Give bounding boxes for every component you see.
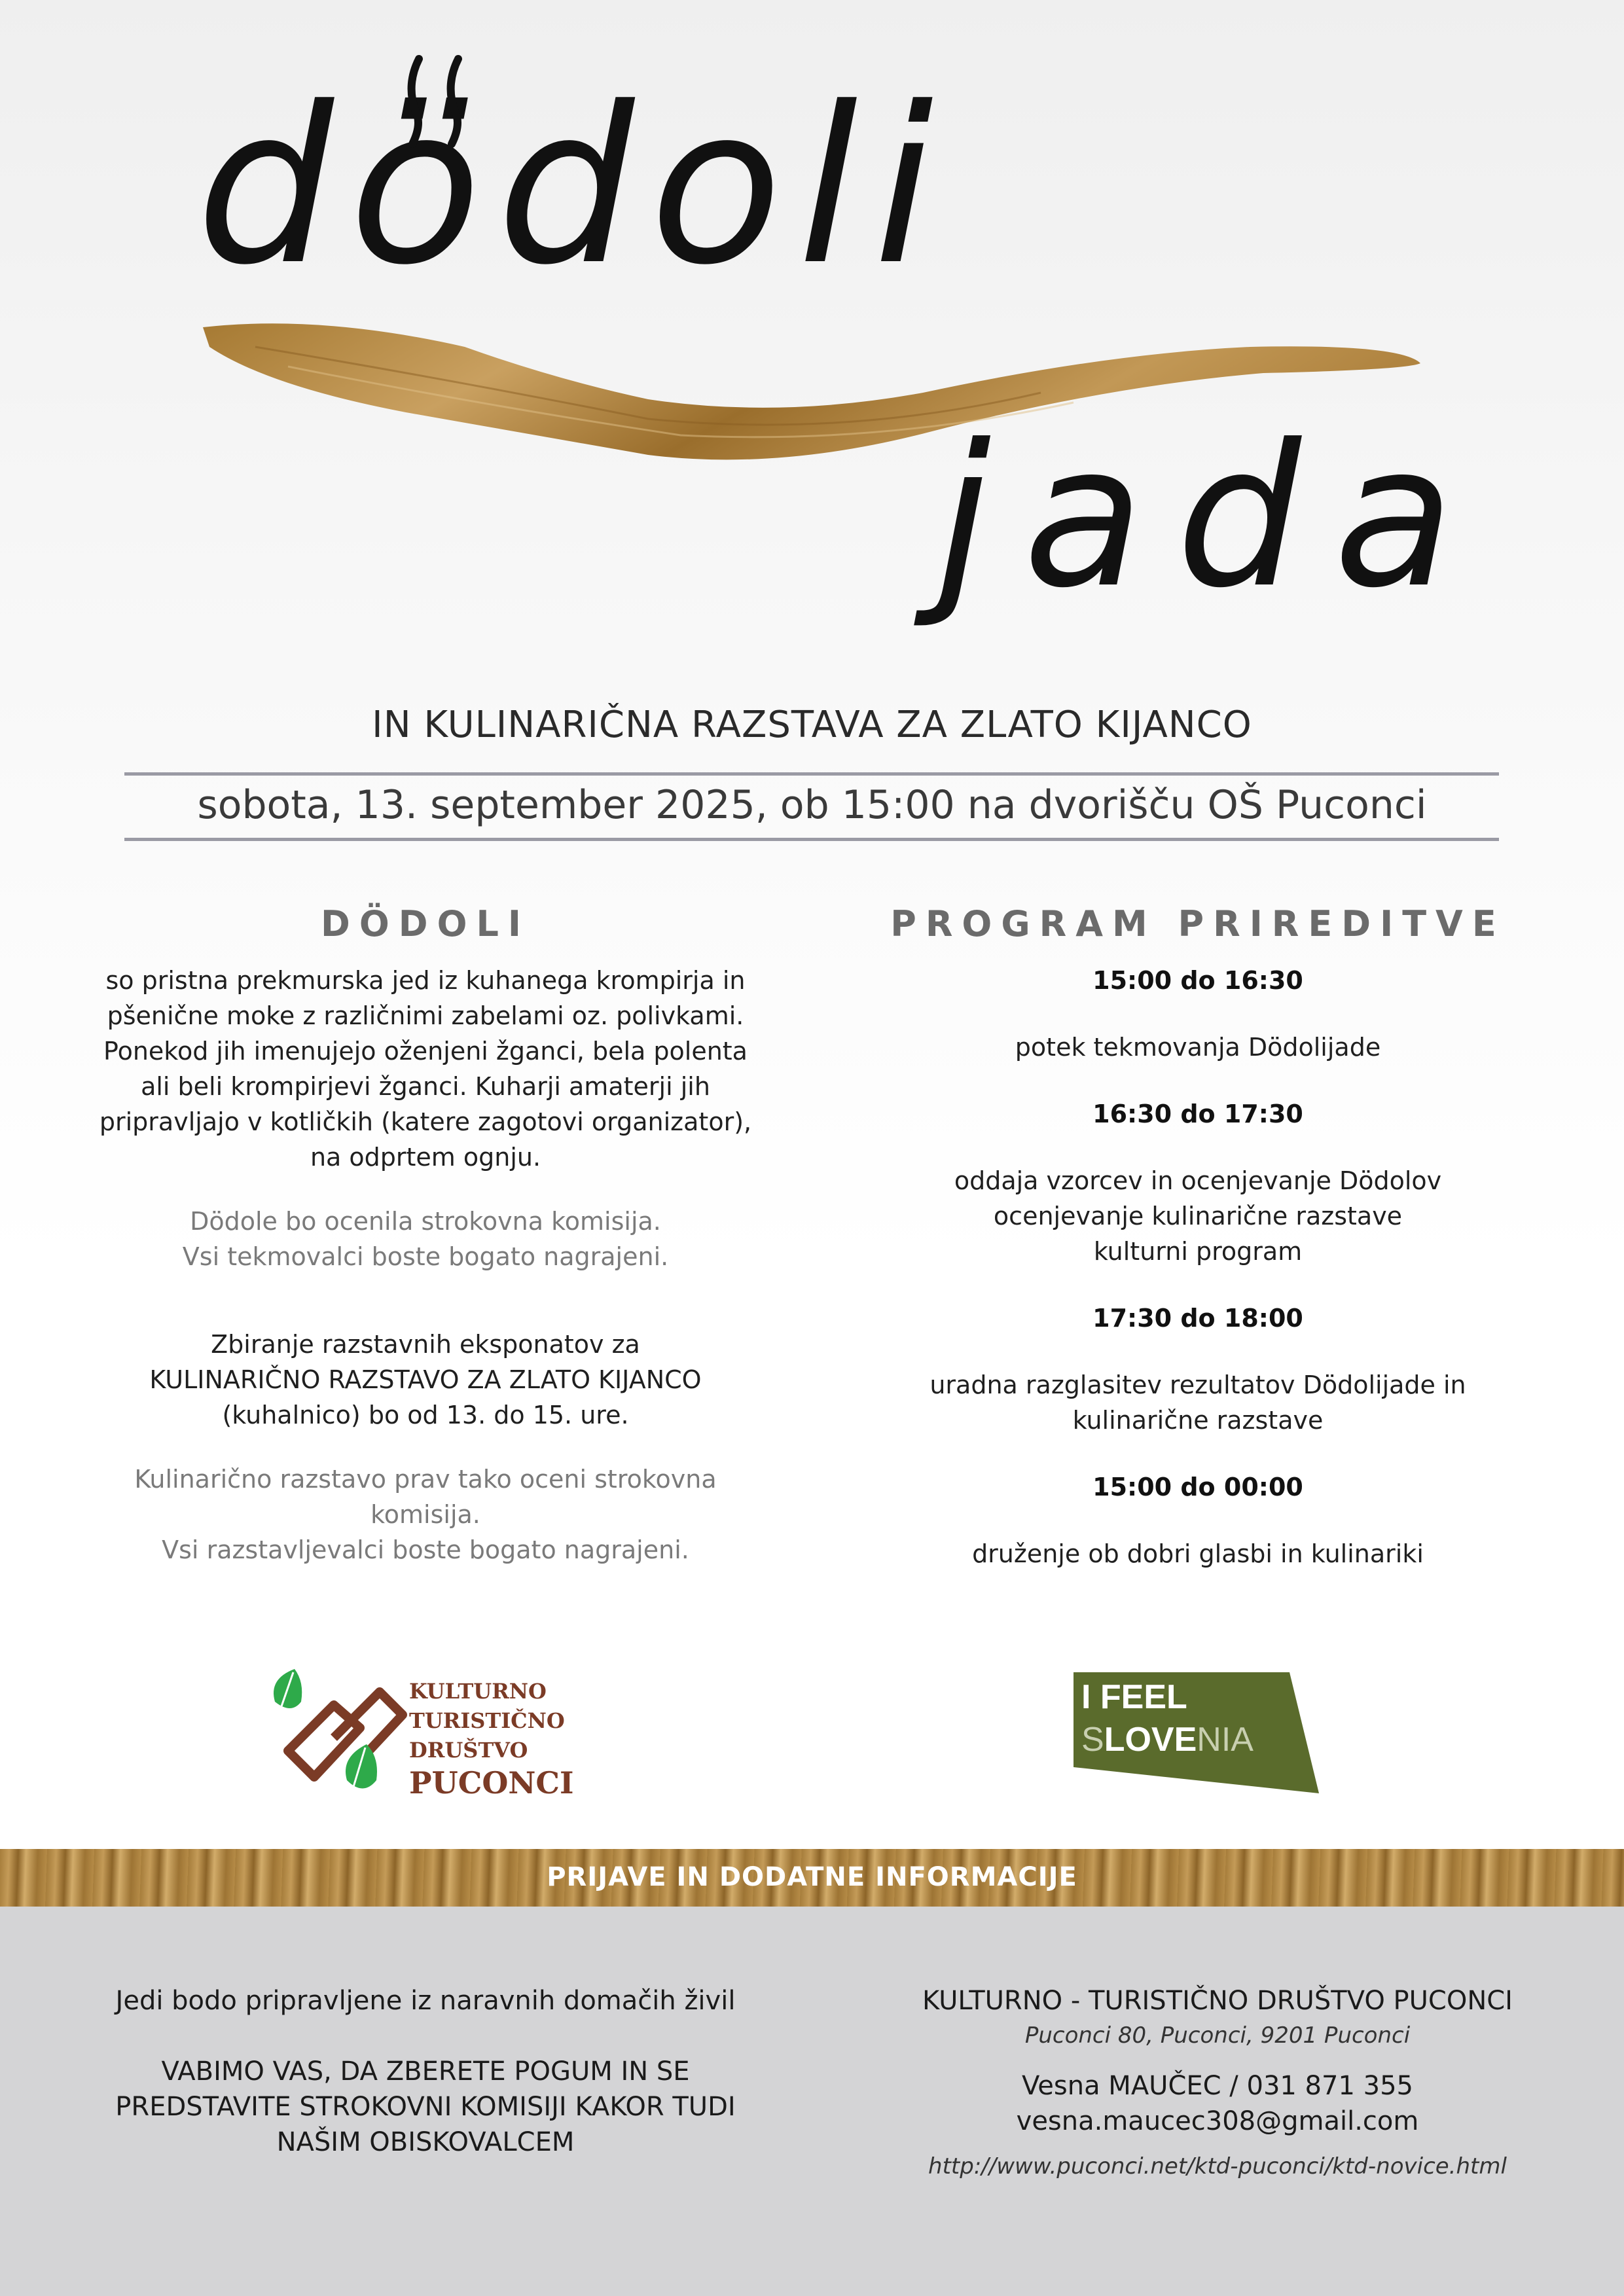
- program-heading: PROGRAM PRIREDITVE: [890, 903, 1506, 944]
- i-feel-slovenia-logo: [1074, 1672, 1322, 1797]
- invitation-line: VABIMO VAS, DA ZBERETE POGUM IN SE: [161, 2056, 690, 2087]
- program-time: 17:30 do 18:00: [1092, 1304, 1303, 1333]
- left-column: [92, 903, 759, 1568]
- program-activity: uradna razglasitev rezultatov Dödolijade in: [929, 1371, 1466, 1399]
- collection-line: (kuhalnico) bo od 13. do 15. ure.: [222, 1401, 629, 1429]
- title-accent-marks: [393, 52, 484, 151]
- website-link[interactable]: http://www.puconci.net/ktd-puconci/ktd-novice.html: [928, 2153, 1507, 2179]
- slovenia-logo-line2: [1081, 1721, 1254, 1759]
- slovenia-logo-s: S: [1081, 1721, 1104, 1759]
- dodoli-heading: DÖDOLI: [321, 903, 530, 944]
- registration-band-label: PRIJAVE IN DODATNE INFORMACIJE: [547, 1862, 1077, 1892]
- description-line: na odprtem ognju.: [310, 1143, 541, 1172]
- program-time: 15:00 do 00:00: [1092, 1473, 1303, 1501]
- dodoli-description: [92, 963, 759, 1175]
- divider-top: [124, 772, 1499, 776]
- ktd-logo-line: KULTURNO: [409, 1679, 547, 1704]
- description-line: pripravljajo v kotličkih (katere zagotovi organizator),: [99, 1107, 752, 1136]
- title-dodoli: dödoli: [196, 61, 950, 312]
- program-time: 15:00 do 16:30: [1092, 966, 1303, 995]
- exhibit-judging-note: [92, 1462, 759, 1568]
- event-date: sobota, 13. september 2025, ob 15:00 na dvorišču OŠ Puconci: [197, 782, 1427, 828]
- slovenia-logo-line1: I FEEL: [1081, 1678, 1187, 1716]
- ktd-puconci-logo: [268, 1666, 583, 1810]
- contact-email[interactable]: vesna.maucec308@gmail.com: [1016, 2106, 1419, 2136]
- judging-note: [92, 1204, 759, 1274]
- description-line: Ponekod jih imenujejo oženjeni žganci, bela polenta: [103, 1037, 748, 1066]
- program-activity: potek tekmovanja Dödolijade: [1015, 1033, 1381, 1062]
- judging-line: Dödole bo ocenila strokovna komisija.: [190, 1207, 661, 1236]
- slovenia-logo-love: LOVE: [1104, 1721, 1197, 1759]
- description-line: pšenične moke z različnimi zabelami oz. polivkami.: [107, 1001, 744, 1030]
- program-activity: oddaja vzorcev in ocenjevanje Dödolov: [954, 1166, 1442, 1195]
- open-book-icon: [288, 1692, 403, 1777]
- description-line: ali beli krompirjevi žganci. Kuharji amaterji jih: [141, 1072, 710, 1101]
- exhibit-line: Kulinarično razstavo prav tako oceni strokovna: [134, 1465, 717, 1494]
- program-time: 16:30 do 17:30: [1092, 1100, 1303, 1128]
- title-jada: jada: [936, 403, 1487, 631]
- org-address: Puconci 80, Puconci, 9201 Puconci: [1024, 2022, 1411, 2049]
- contact-person: Vesna MAUČEC / 031 871 355: [1022, 2071, 1413, 2101]
- ktd-logo-line: PUCONCI: [409, 1765, 574, 1801]
- invitation-line: NAŠIM OBISKOVALCEM: [276, 2127, 575, 2157]
- ktd-logo-line: TURISTIČNO: [409, 1708, 565, 1733]
- exhibit-line: komisija.: [370, 1500, 480, 1529]
- program-activity: kulturni program: [1093, 1237, 1303, 1266]
- collection-line: KULINARIČNO RAZSTAVO ZA ZLATO KIJANCO: [149, 1365, 702, 1394]
- ktd-logo-line: DRUŠTVO: [409, 1738, 528, 1763]
- description-line: so pristna prekmurska jed iz kuhanega krompirja in: [105, 966, 746, 995]
- event-subtitle: IN KULINARIČNA RAZSTAVA ZA ZLATO KIJANCO: [372, 704, 1252, 746]
- program-activity: kulinarične razstave: [1072, 1406, 1324, 1435]
- slovenia-logo-nia: NIA: [1197, 1721, 1254, 1759]
- divider-bottom: [124, 838, 1499, 841]
- footer-natural-ingredients: Jedi bodo pripravljene iz naravnih domačih živil: [115, 1986, 736, 2016]
- leaf-icon: [274, 1669, 302, 1708]
- exhibit-line: Vsi razstavljevalci boste bogato nagrajeni.: [162, 1535, 689, 1564]
- invitation-line: PREDSTAVITE STROKOVNI KOMISIJI KAKOR TUDI: [115, 2092, 736, 2122]
- program-activity: druženje ob dobri glasbi in kulinariki: [972, 1539, 1424, 1568]
- footer-invitation: [79, 2054, 772, 2160]
- program-activity: ocenjevanje kulinarične razstave: [993, 1202, 1403, 1230]
- collection-line: Zbiranje razstavnih eksponatov za: [211, 1330, 640, 1359]
- collection-info: [92, 1327, 759, 1433]
- program-column: [851, 903, 1545, 1571]
- org-name: KULTURNO - TURISTIČNO DRUŠTVO PUCONCI: [922, 1986, 1513, 2016]
- judging-line: Vsi tekmovalci boste bogato nagrajeni.: [182, 1242, 669, 1271]
